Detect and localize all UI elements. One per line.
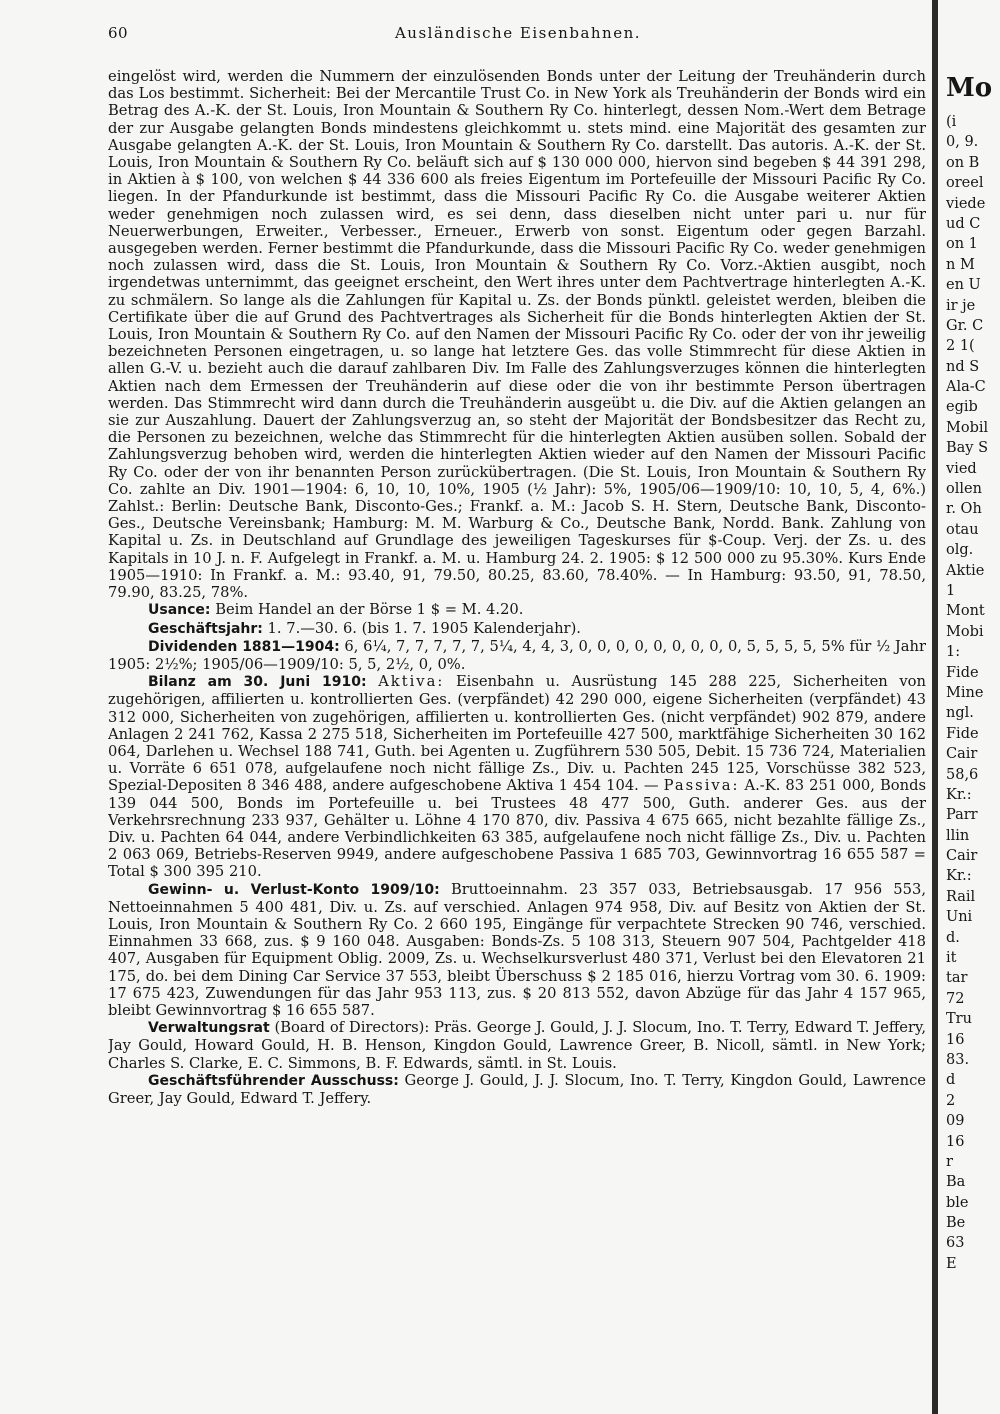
adjacent-page-fragment: Aktie bbox=[946, 562, 985, 579]
running-title: Ausländische Eisenbahnen. bbox=[394, 24, 642, 42]
page-header bbox=[108, 24, 928, 46]
adjacent-page-fragment: 72 bbox=[946, 990, 965, 1007]
adjacent-page-fragment: 83. bbox=[946, 1051, 970, 1068]
adjacent-page-fragment: oreel bbox=[946, 175, 984, 192]
adjacent-page-fragment: Rail bbox=[946, 888, 976, 905]
adjacent-page-fragment: en U bbox=[946, 277, 981, 294]
adjacent-page-fragment: 0, 9. bbox=[946, 134, 979, 151]
adjacent-page-fragment: 1 bbox=[946, 582, 956, 599]
adjacent-page-fragment: Ala-C bbox=[946, 379, 986, 396]
page-number: 60 bbox=[108, 24, 129, 42]
adjacent-page-fragment: Parr bbox=[946, 807, 978, 824]
adjacent-page-fragment: r. Oh bbox=[946, 501, 982, 518]
liabilities-text: A.-K. 83 251 000, Bonds 139 044 500, Bonds im Portefeuille u. bei Trustees 48 477 500, Guth. anderer Ges. aus der Verkehrsrechnung 233 937, Gehälter u. Löhne 4 170 870, div. Passiva 4 675 665, nicht bezahlte fällige Zs., Div. u. Pachten 64 044, andere Verbindlichkeiten 63 385, aufgelaufene noch nicht fällige Zs., Div. u. Pachten 2 063 069, Betriebs-Reserven 9949, andere aufgeschobene Passiva 1 685 703, Gewinnvortrag 16 655 587 = Total $ 300 395 210. bbox=[108, 777, 926, 881]
adjacent-page-fragment: Bay S bbox=[946, 440, 989, 457]
board-text: (Board of Directors): Präs. George J. Gould, J. J. Slocum, Ino. T. Terry, Edward T. Jeffery, Jay Gould, Howard Gould, H. B. Henson, Kingdon Gould, Lawrence Greer, B. Nicoll, sämtl. in New York; Charles S. Clarke, E. C. Simmons, B. F. Edwards, sämtl. in St. Louis. bbox=[108, 1019, 926, 1072]
balance-section bbox=[108, 673, 926, 880]
adjacent-page-fragment: Mobi bbox=[946, 623, 984, 640]
adjacent-page-fragment: Cair bbox=[946, 848, 978, 865]
intro-paragraph: eingelöst wird, werden die Nummern der einzulösenden Bonds unter der Leitung der Treuhänderin durch das Los bestimmt. Sicherheit: Bei der Mercantile Trust Co. in New York als Treuhänderin der Bonds wird ein Betrag des A.-K. der St. Louis, Iron Mountain & Southern Ry Co. hinterlegt, dessen Nom.-Wert dem Betrage der zur Ausgabe gelangten Bonds mindestens gleichkommt u. stets mind. eine Majorität des gesamten zur Ausgabe gelangten A.-K. der St. Louis, Iron Mountain & Southern Ry Co. darstellt. Das autoris. A.-K. der St. Louis, Iron Mountain & Southern Ry Co. beläuft sich auf $ 130 000 000, hiervon sind begeben $ 44 391 298, in Aktien à $ 100, von welchen $ 44 336 600 als freies Eigentum im Portefeuille der Missouri Pacific Ry Co. liegen. In der Pfandurkunde ist bestimmt, dass die Missouri Pacific Ry Co. die Ausgabe weiterer Aktien weder genehmigen noch zulassen wird, es sei denn, dass dieselben nicht unter pari u. nur für Neuerwerbungen, Erweiter., Verbesser., Erneuer., Erwerb von sonst. Eigentum oder gegen Barzahl. ausgegeben werden. Ferner bestimmt die Pfandurkunde, dass die Missouri Pacific Ry Co. weder genehmigen noch zulassen wird, dass die St. Louis, Iron Mountain & Southern Ry Co. Vorz.-Aktien ausgibt, noch irgendetwas unternimmt, das geeignet erscheint, den Wert ihres unter dem Pachtvertrage hinterlegten A.-K. zu schmälern. So lange als die Zahlungen für Kapital u. Zs. der Bonds pünktl. geleistet werden, bleiben die Certifikate über die auf Grund des Pachtvertrages als Sicherheit für die Bonds hinterlegten Aktien der St. Louis, Iron Mountain & Southern Ry Co. auf den Namen der Missouri Pacific Ry Co. oder der von ihr jeweilig bezeichneten Personen eingetragen, u. so lange hat letztere Ges. das volle Stimmrecht für diese Aktien in allen G.-V. u. bezieht auch die darauf zahlbaren Div. Im Falle des Zahlungsverzuges können die hinterlegten Aktien nach dem Ermessen der Treuhänderin auf diese oder die von ihr bestimmte Person übertragen werden. Das Stimmrecht wird dann durch die Treuhänderin ausgeübt u. die Div. auf die Aktien gelangen an sie zur Auszahlung. Dauert der Zahlungsverzug an, so steht der Majorität der Bondsbesitzer das Recht zu, die Personen zu bezeichnen, welche das Stimmrecht für die hinterlegten Aktien ausüben sollen. Sobald der Zahlungsverzug behoben wird, werden die hinterlegten Aktien wieder auf den Namen der Missouri Pacific Ry Co. oder der von ihr benannten Person zurückübertragen. (Die St. Louis, Iron Mountain & Southern Ry Co. zahlte an Div. 1901—1904: 6, 10, 10, 10%, 1905 (½ Jahr): 5%, 1905/06—1909/10: 10, 10, 5, 4, 6%.) Zahlst.: Berlin: Deutsche Bank, Disconto-Ges.; Frankf. a. M.: Jacob S. H. Stern, Deutsche Bank, Disconto-Ges., Deutsche Vereinsbank; Hamburg: M. M. Warburg & Co., Deutsche Bank, Nordd. Bank. Zahlung von Kapital u. Zs. in Deutschland auf Grundlage des jeweiligen Tageskurses für $-Coup. Verj. der Zs. u. des Kapitals in 10 J. n. F. Aufgelegt in Frankf. a. M. u. Hamburg 24. 2. 1905: $ 12 500 000 zu 95.30%. Kurs Ende 1905—1910: In Frankf. a. M.: 93.40, 91, 79.50, 80.25, 83.60, 78.40%. — In Hamburg: 93.50, 91, 78.50, 79.90, 83.25, 78%. bbox=[108, 68, 926, 602]
adjacent-page-fragment: 16 bbox=[946, 1031, 965, 1048]
adjacent-page-fragment: n M bbox=[946, 256, 975, 273]
adjacent-page-fragment: llin bbox=[946, 827, 970, 844]
adjacent-page-fragment: ud C bbox=[946, 215, 981, 232]
main-column bbox=[108, 68, 926, 1328]
fiscal-year-text: 1. 7.—30. 6. (bis 1. 7. 1905 Kalenderjahr). bbox=[267, 619, 581, 637]
adjacent-page-fragment: 63 bbox=[946, 1235, 965, 1252]
adjacent-page-fragment: 1: bbox=[946, 644, 961, 661]
adjacent-page-strip bbox=[946, 68, 1000, 1368]
adjacent-page-fragment: Mo bbox=[946, 73, 993, 103]
adjacent-page-fragment: on 1 bbox=[946, 236, 978, 253]
dividends-label: Dividenden 1881—1904: bbox=[148, 638, 340, 655]
adjacent-page-fragment: Ba bbox=[946, 1174, 966, 1191]
adjacent-page-fragment: Be bbox=[946, 1215, 966, 1232]
adjacent-page-fragment: 58,6 bbox=[946, 766, 979, 783]
adjacent-page-fragment: on B bbox=[946, 154, 980, 171]
profit-loss-section bbox=[108, 881, 926, 1020]
profit-loss-text: Bruttoeinnahm. 23 357 033, Betriebsausgab. 17 956 553, Nettoeinnahmen 5 400 481, Div. u. Zs. auf verschied. Anlagen 974 958, Div. auf Besitz von Aktien der St. Louis, Iron Mountain & Southern Ry Co. 2 660 195, Eingänge für verpachtete Strecken 90 746, verschied. Einnahmen 33 668, zus. $ 9 160 048. Ausgaben: Bonds-Zs. 5 108 313, Steuern 907 504, Pachtgelder 418 407, Ausgaben für Equipment Oblig. 2009, Zs. u. Wechselkursverlust 480 371, Verlust bei den Elevatoren 21 175, do. bei dem Dining Car Service 37 553, bleibt Überschuss $ 2 185 016, hierzu Vortrag vom 30. 6. 1909: 17 675 423, Zuwendungen für das Jahr 953 113, zus. $ 20 813 552, davon Abzüge für das Jahr 4 157 965, bleibt Gewinnvortrag $ 16 655 587. bbox=[108, 880, 926, 1019]
adjacent-page-fragment: ollen bbox=[946, 481, 982, 498]
usance-label: Usance: bbox=[148, 602, 211, 619]
balance-label: Bilanz am 30. Juni 1910: bbox=[148, 674, 367, 691]
adjacent-page-fragment: tar bbox=[946, 970, 968, 987]
adjacent-page-fragment: otau bbox=[946, 521, 979, 538]
adjacent-page-fragment: Mont bbox=[946, 603, 985, 620]
fiscal-year-label: Geschäftsjahr: bbox=[148, 620, 263, 637]
board-section bbox=[108, 1019, 926, 1072]
adjacent-page-fragment: Mine bbox=[946, 684, 984, 701]
adjacent-page-fragment: Tru bbox=[946, 1011, 972, 1028]
liabilities-label: Passiva: bbox=[663, 777, 740, 795]
adjacent-page-fragment: Gr. C bbox=[946, 317, 984, 334]
board-label: Verwaltungsrat bbox=[148, 1020, 270, 1037]
adjacent-page-fragment: Mobil bbox=[946, 419, 989, 436]
assets-label: Aktiva: bbox=[378, 673, 445, 691]
adjacent-page-fragment: viede bbox=[946, 195, 986, 212]
usance-text: Beim Handel an der Börse 1 $ = M. 4.20. bbox=[215, 601, 524, 619]
adjacent-page-fragment: egib bbox=[946, 399, 978, 416]
adjacent-page-fragment: Cair bbox=[946, 746, 978, 763]
adjacent-page-fragment: Uni bbox=[946, 909, 973, 926]
adjacent-page-fragment: ble bbox=[946, 1194, 969, 1211]
adjacent-page-fragment: it bbox=[946, 950, 957, 967]
adjacent-page-fragment: Kr.: bbox=[946, 868, 972, 885]
usance-section bbox=[108, 601, 926, 619]
fiscal-year-section bbox=[108, 620, 926, 638]
adjacent-page-fragment: d bbox=[946, 1072, 956, 1089]
adjacent-page-fragment: ngl. bbox=[946, 705, 974, 722]
dividends-text: 6, 6¼, 7, 7, 7, 7, 7, 5¼, 4, 4, 3, 0, 0, 0, 0, 0, 0, 0, 0, 0, 5, 5, 5, 5, 5% für ½ Jahr 1905: 2½%; 1905/06—1909/10: 5, 5, 2½, 0, 0%. bbox=[108, 637, 926, 673]
profit-loss-label: Gewinn- u. Verlust-Konto 1909/10: bbox=[148, 881, 440, 898]
adjacent-page-fragment: Fide bbox=[946, 725, 979, 742]
executive-committee-label: Geschäftsführender Ausschuss: bbox=[148, 1072, 399, 1089]
adjacent-page-fragment: 09 bbox=[946, 1113, 965, 1130]
dividends-section bbox=[108, 638, 926, 673]
assets-text: Eisenbahn u. Ausrüstung 145 288 225, Sicherheiten von zugehörigen, affilierten u. kontrollierten Ges. (verpfändet) 42 290 000, eigene Sicherheiten (verpfändet) 43 312 000, Sicherheiten von zugehörigen, affilierten u. kontrollierten Ges. (nicht verpfändet) 902 879, andere Anlagen 2 241 762, Kassa 2 275 518, Sicherheiten im Portefeuille 427 500, marktfähige Sicherheiten 30 162 064, Darlehen u. Wechsel 188 741, Guth. bei Agenten u. Zugführern 530 505, Debit. 15 736 724, Materialien u. Vorräte 6 651 078, aufgelaufene noch nicht fällige Zs., Div. u. Pachten 245 125, Vorschüsse 382 523, Spezial-Depositen 8 346 488, andere aufgeschobene Aktiva 1 454 104. — bbox=[108, 673, 926, 795]
adjacent-page-fragment: 2 1( bbox=[946, 338, 975, 355]
executive-committee-section bbox=[108, 1072, 926, 1107]
adjacent-page-fragment: E bbox=[946, 1255, 957, 1272]
adjacent-page-fragment: Fide bbox=[946, 664, 979, 681]
adjacent-page-fragment: (i bbox=[946, 114, 957, 130]
executive-committee-text: George J. Gould, J. J. Slocum, Ino. T. Terry, Kingdon Gould, Lawrence Greer, Jay Gould, Edward T. Jeffery. bbox=[108, 1071, 926, 1107]
adjacent-page-fragment: olg. bbox=[946, 542, 974, 559]
adjacent-page-fragment: vied bbox=[946, 460, 977, 477]
adjacent-page-fragment: 16 bbox=[946, 1133, 965, 1150]
adjacent-page-fragment: r bbox=[946, 1153, 953, 1170]
adjacent-page-fragment: Kr.: bbox=[946, 786, 972, 803]
adjacent-page-fragment: nd S bbox=[946, 358, 980, 375]
adjacent-page-fragment: ir je bbox=[946, 297, 976, 314]
adjacent-page-fragment: d. bbox=[946, 929, 960, 946]
adjacent-page-fragment: 2 bbox=[946, 1092, 956, 1109]
